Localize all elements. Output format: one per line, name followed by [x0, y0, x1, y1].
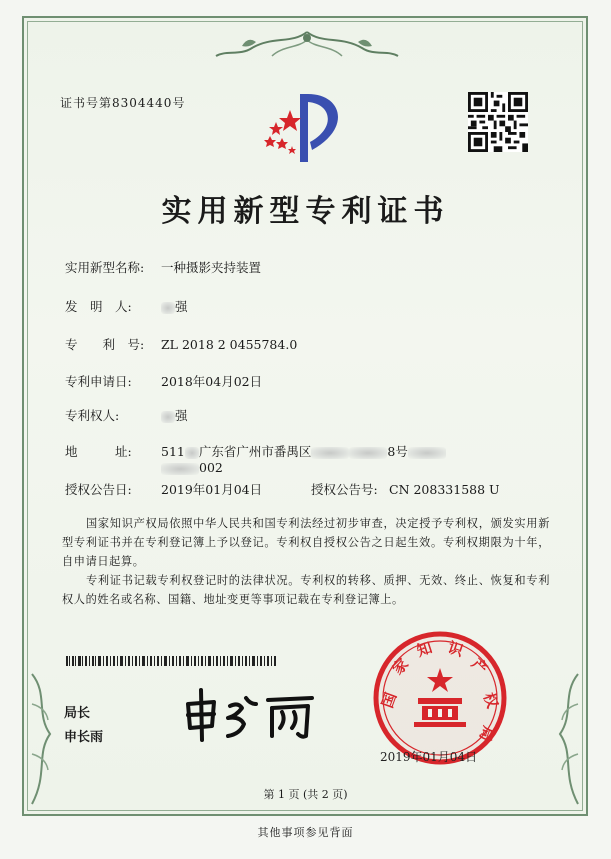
address-label: 地 址: — [65, 444, 132, 459]
filing-date-label: 专利申请日: — [65, 374, 132, 389]
svg-text:产: 产 — [467, 654, 492, 679]
svg-text:局: 局 — [475, 723, 498, 744]
filing-date-value: 2018年04月02日 — [161, 374, 263, 389]
filing-date-row — [65, 372, 262, 390]
barcode-icon — [66, 656, 276, 666]
grant-statement: 国家知识产权局依照中华人民共和国专利法经过初步审查，决定授予专利权，颁发实用新型专利证书并在专利登记簿上予以登记。专利权自授权公告之日起生效。专利权期限为十年，自申请日起算。 — [62, 517, 550, 568]
inventor-row — [65, 297, 188, 315]
address-middle-2: 8号 — [387, 444, 408, 459]
svg-text:家: 家 — [388, 654, 413, 679]
page-number: 第 1 页 (共 2 页) — [263, 788, 348, 801]
address-prefix: 511 — [161, 444, 185, 459]
patent-owner-value: 强 — [175, 408, 188, 423]
svg-text:识: 识 — [445, 638, 466, 661]
certificate-number: 证书号第8304440号 — [60, 96, 186, 110]
grant-date-label: 授权公告日: — [65, 482, 132, 497]
svg-text:知: 知 — [414, 638, 435, 661]
svg-text:国: 国 — [378, 690, 401, 711]
redacted-mark — [161, 463, 199, 475]
redacted-mark — [349, 447, 387, 459]
grant-number-row — [311, 480, 500, 498]
redacted-mark — [408, 447, 446, 459]
svg-text:权: 权 — [479, 690, 502, 711]
utility-model-name-label: 实用新型名称: — [65, 260, 145, 275]
inventor-value: 强 — [175, 299, 188, 314]
director-title: 局长 — [64, 706, 91, 721]
grant-number-label: 授权公告号: — [311, 482, 378, 497]
patent-number-value: ZL 2018 2 0455784.0 — [161, 337, 298, 352]
redacted-mark — [161, 411, 175, 423]
redacted-mark — [161, 302, 175, 314]
back-side-note: 其他事项参见背面 — [257, 826, 354, 839]
grant-date-row — [65, 480, 262, 498]
legal-status-statement: 专利证书记载专利权登记时的法律状况。专利权的转移、质押、无效、终止、恢复和专利权人的姓名或名称、国籍、地址变更等事项记载在专利登记簿上。 — [62, 574, 550, 606]
patent-owner-row — [65, 406, 188, 424]
top-ornament-icon — [212, 26, 402, 70]
address-row — [65, 442, 446, 460]
utility-model-name-value: 一种摄影夹持装置 — [161, 260, 262, 275]
address-line-2-value: 002 — [199, 460, 223, 475]
utility-model-name-row — [65, 258, 261, 276]
inventor-label: 发 明 人: — [65, 299, 132, 314]
qr-code-icon — [468, 92, 528, 152]
patent-office-logo-icon — [252, 88, 362, 168]
address-line-2 — [161, 460, 223, 475]
redacted-mark — [185, 447, 199, 459]
patent-owner-label: 专利权人: — [65, 408, 120, 423]
redacted-mark — [311, 447, 349, 459]
seal-date: 2019年01月04日 — [380, 750, 478, 764]
certificate-title: 实用新型专利证书 — [161, 194, 450, 229]
director-name: 申长雨 — [64, 730, 104, 745]
address-middle: 广东省广州市番禺区 — [198, 444, 312, 459]
grant-number-value: CN 208331588 U — [389, 482, 500, 497]
patent-number-label: 专 利 号: — [65, 337, 145, 352]
signature-icon — [180, 684, 320, 744]
official-seal-icon — [370, 628, 510, 768]
grant-date-value: 2019年01月04日 — [161, 482, 263, 497]
patent-number-row — [65, 335, 297, 353]
